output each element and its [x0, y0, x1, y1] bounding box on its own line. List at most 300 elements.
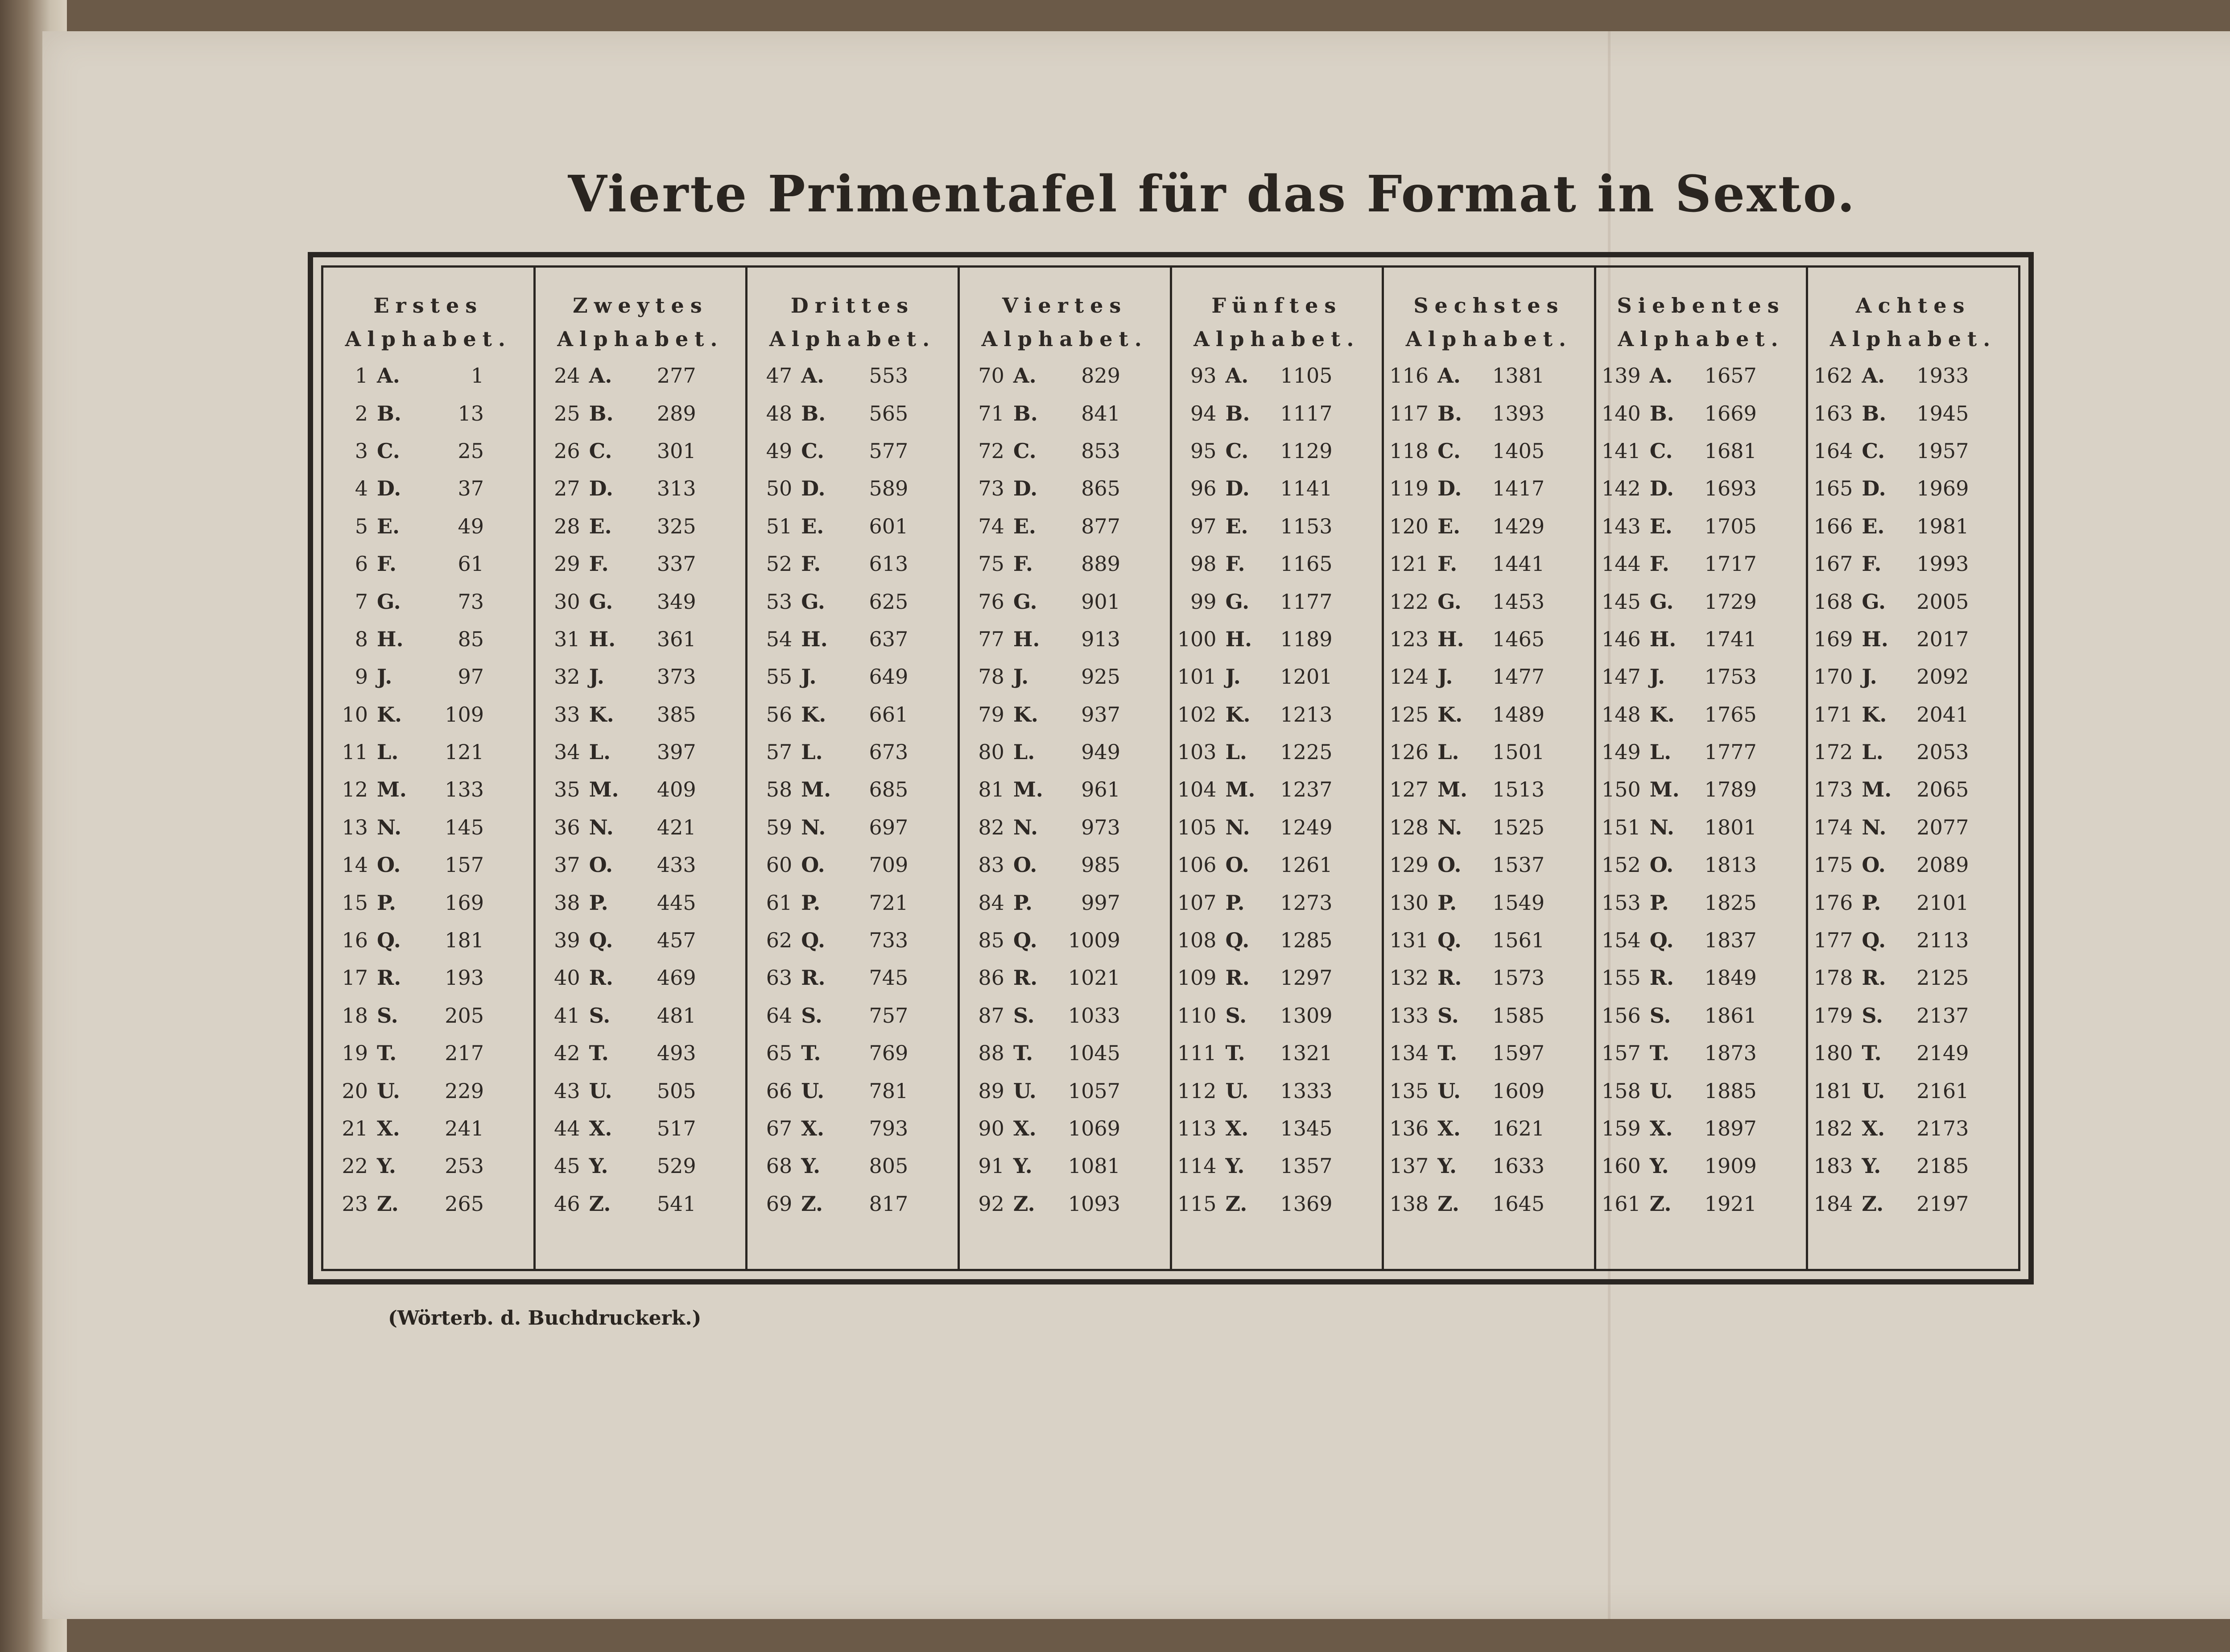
row-letter: H.: [589, 627, 616, 651]
row-number: 137: [1389, 1154, 1429, 1178]
row-number: 92: [978, 1191, 1004, 1216]
table-row: [536, 1072, 746, 1109]
table-row: [1172, 582, 1382, 620]
row-number: 140: [1601, 401, 1641, 425]
row-number: 7: [355, 589, 368, 614]
row-letter: F.: [1437, 552, 1458, 576]
table-row: [323, 1034, 533, 1072]
row-number: 119: [1389, 476, 1429, 501]
row-number: 162: [1813, 363, 1853, 388]
table-row: [747, 658, 958, 695]
row-number: 18: [342, 1003, 368, 1028]
table-row: [1596, 1147, 1806, 1185]
row-prime-value: 505: [657, 1078, 696, 1103]
row-number: 152: [1601, 853, 1641, 877]
row-number: 60: [766, 853, 793, 877]
table-row: [1384, 696, 1594, 733]
row-number: 9: [355, 665, 368, 689]
table-row: [1808, 696, 2018, 733]
row-letter: F.: [1225, 552, 1245, 576]
row-letter: U.: [589, 1078, 612, 1103]
row-letter: T.: [377, 1041, 397, 1066]
table-row: [1596, 658, 1806, 695]
table-row: [960, 1147, 1170, 1185]
row-letter: P.: [589, 890, 608, 915]
row-prime-value: 949: [1081, 740, 1120, 764]
row-prime-value: 889: [1081, 552, 1120, 576]
row-letter: L.: [1225, 740, 1247, 764]
row-letter: S.: [1013, 1003, 1035, 1028]
row-prime-value: 565: [869, 401, 909, 425]
table-row: [1172, 658, 1382, 695]
table-row: [1172, 959, 1382, 996]
row-number: 180: [1813, 1041, 1853, 1066]
column-heading-alphabet: Alphabet.: [1405, 327, 1573, 351]
table-row: [1384, 809, 1594, 846]
row-prime-value: 2101: [1916, 890, 1969, 915]
row-letter: Z.: [1437, 1191, 1459, 1216]
row-prime-value: 1201: [1280, 665, 1333, 689]
row-prime-value: 277: [657, 363, 696, 388]
row-prime-value: 1705: [1704, 514, 1757, 538]
table-row: [536, 545, 746, 582]
row-prime-value: 1117: [1280, 401, 1333, 425]
row-number: 123: [1389, 627, 1429, 651]
row-letter: G.: [1225, 589, 1250, 614]
row-prime-value: 817: [869, 1191, 909, 1216]
row-prime-value: 2053: [1916, 740, 1969, 764]
row-prime-value: 1825: [1704, 890, 1757, 915]
row-prime-value: 145: [445, 815, 484, 839]
row-letter: E.: [1437, 514, 1461, 538]
row-letter: X.: [1013, 1116, 1037, 1140]
row-number: 61: [766, 890, 793, 915]
row-prime-value: 1141: [1280, 476, 1333, 501]
table-row: [1384, 997, 1594, 1034]
row-letter: C.: [377, 438, 400, 463]
table-row: [323, 1110, 533, 1147]
table-row: [536, 884, 746, 921]
row-prime-value: 1405: [1492, 438, 1545, 463]
row-prime-value: 49: [458, 514, 484, 538]
table-row: [1172, 1072, 1382, 1109]
row-number: 148: [1601, 702, 1641, 727]
row-prime-value: 325: [657, 514, 696, 538]
table-row: [323, 658, 533, 695]
row-letter: M.: [589, 777, 619, 802]
table-row: [536, 696, 746, 733]
row-prime-value: 529: [657, 1154, 696, 1178]
row-number: 27: [554, 476, 580, 501]
row-letter: S.: [1862, 1003, 1883, 1028]
row-letter: L.: [801, 740, 823, 764]
row-prime-value: 1345: [1280, 1116, 1333, 1140]
row-number: 114: [1177, 1154, 1217, 1178]
row-letter: Q.: [1437, 928, 1462, 953]
row-number: 68: [766, 1154, 793, 1178]
row-letter: X.: [589, 1116, 612, 1140]
row-letter: S.: [589, 1003, 611, 1028]
row-prime-value: 1873: [1704, 1041, 1757, 1066]
row-prime-value: 73: [458, 589, 484, 614]
row-prime-value: 685: [869, 777, 909, 802]
row-prime-value: 805: [869, 1154, 909, 1178]
row-letter: E.: [1225, 514, 1248, 538]
table-row: [747, 921, 958, 959]
row-letter: A.: [801, 363, 824, 388]
row-letter: S.: [801, 1003, 822, 1028]
row-number: 3: [355, 438, 368, 463]
column-header: [1384, 268, 1594, 350]
table-row: [1596, 997, 1806, 1034]
row-letter: Q.: [1013, 928, 1037, 953]
row-prime-value: 2185: [1916, 1154, 1969, 1178]
row-prime-value: 1741: [1704, 627, 1757, 651]
table-row: [1384, 545, 1594, 582]
row-number: 85: [978, 928, 1004, 953]
table-row: [960, 394, 1170, 432]
row-prime-value: 1909: [1704, 1154, 1757, 1178]
row-number: 1: [355, 363, 368, 388]
row-letter: T.: [1225, 1041, 1245, 1066]
row-number: 117: [1389, 401, 1429, 425]
table-row: [1384, 508, 1594, 545]
row-prime-value: 25: [458, 438, 484, 463]
row-number: 81: [978, 777, 1004, 802]
row-prime-value: 1165: [1280, 552, 1333, 576]
table-row: [1596, 620, 1806, 658]
table-row: [1808, 1110, 2018, 1147]
row-letter: H.: [801, 627, 828, 651]
row-prime-value: 1597: [1492, 1041, 1545, 1066]
row-prime-value: 1957: [1916, 438, 1969, 463]
table-row: [1384, 959, 1594, 996]
row-number: 82: [978, 815, 1004, 839]
row-number: 139: [1601, 363, 1641, 388]
table-row: [1808, 809, 2018, 846]
row-number: 79: [978, 702, 1004, 727]
row-number: 110: [1177, 1003, 1217, 1028]
row-prime-value: 61: [458, 552, 484, 576]
row-letter: J.: [377, 665, 392, 689]
row-prime-value: 1189: [1280, 627, 1333, 651]
column-header: [960, 268, 1170, 350]
row-letter: Y.: [1437, 1154, 1457, 1178]
row-number: 19: [342, 1041, 368, 1066]
row-prime-value: 229: [445, 1078, 484, 1103]
row-prime-value: 169: [445, 890, 484, 915]
table-row: [1172, 921, 1382, 959]
table-row: [1172, 1185, 1382, 1222]
row-letter: K.: [1649, 702, 1675, 727]
row-prime-value: 385: [657, 702, 696, 727]
table-row: [960, 809, 1170, 846]
row-letter: T.: [1013, 1041, 1033, 1066]
row-prime-value: 1621: [1492, 1116, 1545, 1140]
table-row: [1596, 357, 1806, 394]
column-heading-alphabet: Alphabet.: [1830, 327, 1997, 351]
row-prime-value: 841: [1081, 401, 1120, 425]
row-prime-value: 877: [1081, 514, 1120, 538]
row-prime-value: 1333: [1280, 1078, 1333, 1103]
table-row: [1172, 545, 1382, 582]
table-row: [960, 959, 1170, 996]
row-prime-value: 1753: [1704, 665, 1757, 689]
row-prime-value: 193: [445, 966, 484, 990]
row-number: 84: [978, 890, 1004, 915]
row-letter: B.: [589, 401, 614, 425]
row-letter: X.: [1437, 1116, 1461, 1140]
row-number: 143: [1601, 514, 1641, 538]
row-letter: B.: [1437, 401, 1462, 425]
row-prime-value: 1225: [1280, 740, 1333, 764]
table-row: [323, 696, 533, 733]
row-prime-value: 1309: [1280, 1003, 1333, 1028]
row-number: 125: [1389, 702, 1429, 727]
table-row: [747, 432, 958, 470]
table-row: [323, 432, 533, 470]
table-row: [1384, 394, 1594, 432]
row-number: 51: [766, 514, 793, 538]
row-letter: M.: [1862, 777, 1892, 802]
row-prime-value: 649: [869, 665, 909, 689]
table-row: [747, 582, 958, 620]
row-letter: U.: [1862, 1078, 1885, 1103]
table-row: [1384, 470, 1594, 507]
row-letter: J.: [1649, 665, 1665, 689]
row-prime-value: 181: [445, 928, 484, 953]
row-prime-value: 625: [869, 589, 909, 614]
row-prime-value: 97: [458, 665, 484, 689]
row-letter: H.: [1862, 627, 1888, 651]
row-letter: G.: [589, 589, 613, 614]
row-prime-value: 1273: [1280, 890, 1333, 915]
row-number: 150: [1601, 777, 1641, 802]
column-heading-ordinal: Viertes: [1002, 293, 1127, 318]
row-number: 2: [355, 401, 368, 425]
row-prime-value: 829: [1081, 363, 1120, 388]
table-row: [323, 771, 533, 808]
row-letter: B.: [1649, 401, 1674, 425]
row-letter: L.: [1862, 740, 1883, 764]
row-number: 33: [554, 702, 580, 727]
row-prime-value: 1009: [1068, 928, 1120, 953]
table-row: [1808, 846, 2018, 884]
row-number: 59: [766, 815, 793, 839]
row-prime-value: 157: [445, 853, 484, 877]
row-prime-value: 1669: [1704, 401, 1757, 425]
row-prime-value: 1105: [1280, 363, 1333, 388]
row-number: 11: [342, 740, 368, 764]
row-number: 6: [355, 552, 368, 576]
row-number: 64: [766, 1003, 793, 1028]
row-prime-value: 1441: [1492, 552, 1545, 576]
row-number: 153: [1601, 890, 1641, 915]
row-letter: Z.: [1225, 1191, 1247, 1216]
column-heading-ordinal: Fünftes: [1211, 293, 1342, 318]
column-heading-alphabet: Alphabet.: [769, 327, 936, 351]
column-heading-alphabet: Alphabet.: [1193, 327, 1360, 351]
row-prime-value: 1729: [1704, 589, 1757, 614]
row-prime-value: 1609: [1492, 1078, 1545, 1103]
row-number: 39: [554, 928, 580, 953]
row-letter: O.: [377, 853, 401, 877]
table-row: [1384, 658, 1594, 695]
row-letter: S.: [1649, 1003, 1671, 1028]
table-row: [1384, 1110, 1594, 1147]
row-prime-value: 1777: [1704, 740, 1757, 764]
row-letter: E.: [589, 514, 612, 538]
row-number: 36: [554, 815, 580, 839]
table-row: [1596, 1110, 1806, 1147]
row-prime-value: 421: [657, 815, 696, 839]
row-number: 144: [1601, 552, 1641, 576]
row-letter: C.: [1649, 438, 1673, 463]
row-letter: X.: [1649, 1116, 1673, 1140]
row-prime-value: 2065: [1916, 777, 1969, 802]
row-number: 176: [1813, 890, 1853, 915]
row-letter: C.: [1225, 438, 1249, 463]
row-number: 133: [1389, 1003, 1429, 1028]
alphabet-column: [1172, 268, 1384, 1269]
row-letter: F.: [377, 552, 397, 576]
row-letter: D.: [589, 476, 613, 501]
table-row: [1808, 508, 2018, 545]
table-row: [747, 959, 958, 996]
row-prime-value: 1237: [1280, 777, 1333, 802]
table-row: [1808, 884, 2018, 921]
column-heading-alphabet: Alphabet.: [1618, 327, 1784, 351]
row-letter: A.: [1649, 363, 1673, 388]
row-number: 178: [1813, 966, 1853, 990]
table-row: [747, 545, 958, 582]
row-letter: Y.: [589, 1154, 608, 1178]
row-prime-value: 997: [1081, 890, 1120, 915]
row-number: 41: [554, 1003, 580, 1028]
row-number: 132: [1389, 966, 1429, 990]
table-row: [1596, 884, 1806, 921]
row-number: 167: [1813, 552, 1853, 576]
row-letter: M.: [801, 777, 831, 802]
row-number: 17: [342, 966, 368, 990]
table-row: [323, 809, 533, 846]
row-prime-value: 1417: [1492, 476, 1545, 501]
table-row: [1384, 357, 1594, 394]
row-number: 173: [1813, 777, 1853, 802]
column-header: [1596, 268, 1806, 350]
row-letter: L.: [1437, 740, 1459, 764]
row-prime-value: 1429: [1492, 514, 1545, 538]
row-letter: T.: [1862, 1041, 1882, 1066]
table-row: [1808, 1072, 2018, 1109]
row-prime-value: 85: [458, 627, 484, 651]
table-row: [960, 1072, 1170, 1109]
row-number: 62: [766, 928, 793, 953]
row-number: 106: [1177, 853, 1217, 877]
row-number: 103: [1177, 740, 1217, 764]
row-number: 8: [355, 627, 368, 651]
row-prime-value: 853: [1081, 438, 1120, 463]
row-number: 136: [1389, 1116, 1429, 1140]
table-row: [323, 508, 533, 545]
row-letter: Q.: [377, 928, 401, 953]
row-number: 89: [978, 1078, 1004, 1103]
table-row: [536, 470, 746, 507]
row-number: 28: [554, 514, 580, 538]
table-row: [1808, 432, 2018, 470]
row-letter: D.: [1437, 476, 1462, 501]
table-row: [747, 470, 958, 507]
row-prime-value: 313: [657, 476, 696, 501]
row-letter: P.: [1649, 890, 1669, 915]
row-number: 88: [978, 1041, 1004, 1066]
row-number: 32: [554, 665, 580, 689]
table-row: [1172, 884, 1382, 921]
row-letter: N.: [1437, 815, 1462, 839]
row-letter: U.: [1649, 1078, 1673, 1103]
row-prime-value: 1069: [1068, 1116, 1120, 1140]
column-heading-ordinal: Sechstes: [1413, 293, 1565, 318]
table-row: [960, 508, 1170, 545]
row-prime-value: 961: [1081, 777, 1120, 802]
row-prime-value: 1525: [1492, 815, 1545, 839]
row-number: 55: [766, 665, 793, 689]
row-number: 37: [554, 853, 580, 877]
row-letter: T.: [1649, 1041, 1670, 1066]
row-letter: G.: [1649, 589, 1674, 614]
table-row: [960, 884, 1170, 921]
row-prime-value: 913: [1081, 627, 1120, 651]
row-letter: Q.: [1225, 928, 1250, 953]
table-row: [1384, 884, 1594, 921]
row-number: 131: [1389, 928, 1429, 953]
table-row: [1808, 997, 2018, 1034]
row-letter: A.: [589, 363, 612, 388]
row-letter: Q.: [801, 928, 826, 953]
row-letter: J.: [589, 665, 604, 689]
prime-table: [321, 265, 2020, 1271]
table-row: [1596, 582, 1806, 620]
table-row: [747, 620, 958, 658]
table-row: [1596, 733, 1806, 771]
table-row: [323, 357, 533, 394]
row-prime-value: 349: [657, 589, 696, 614]
row-prime-value: 1513: [1492, 777, 1545, 802]
table-row: [1384, 1072, 1594, 1109]
row-letter: Z.: [1013, 1191, 1035, 1216]
row-number: 115: [1177, 1191, 1217, 1216]
row-prime-value: 925: [1081, 665, 1120, 689]
table-row: [1172, 470, 1382, 507]
row-number: 183: [1813, 1154, 1853, 1178]
row-letter: K.: [1862, 702, 1887, 727]
column-heading-ordinal: Drittes: [790, 293, 915, 318]
row-letter: B.: [1013, 401, 1038, 425]
table-row: [323, 1147, 533, 1185]
row-letter: P.: [1013, 890, 1032, 915]
row-letter: R.: [801, 966, 826, 990]
row-number: 45: [554, 1154, 580, 1178]
row-prime-value: 1177: [1280, 589, 1333, 614]
row-prime-value: 2089: [1916, 853, 1969, 877]
row-letter: Y.: [801, 1154, 821, 1178]
row-number: 76: [978, 589, 1004, 614]
table-row: [960, 357, 1170, 394]
row-prime-value: 757: [869, 1003, 909, 1028]
table-row: [1808, 921, 2018, 959]
row-prime-value: 985: [1081, 853, 1120, 877]
row-number: 134: [1389, 1041, 1429, 1066]
